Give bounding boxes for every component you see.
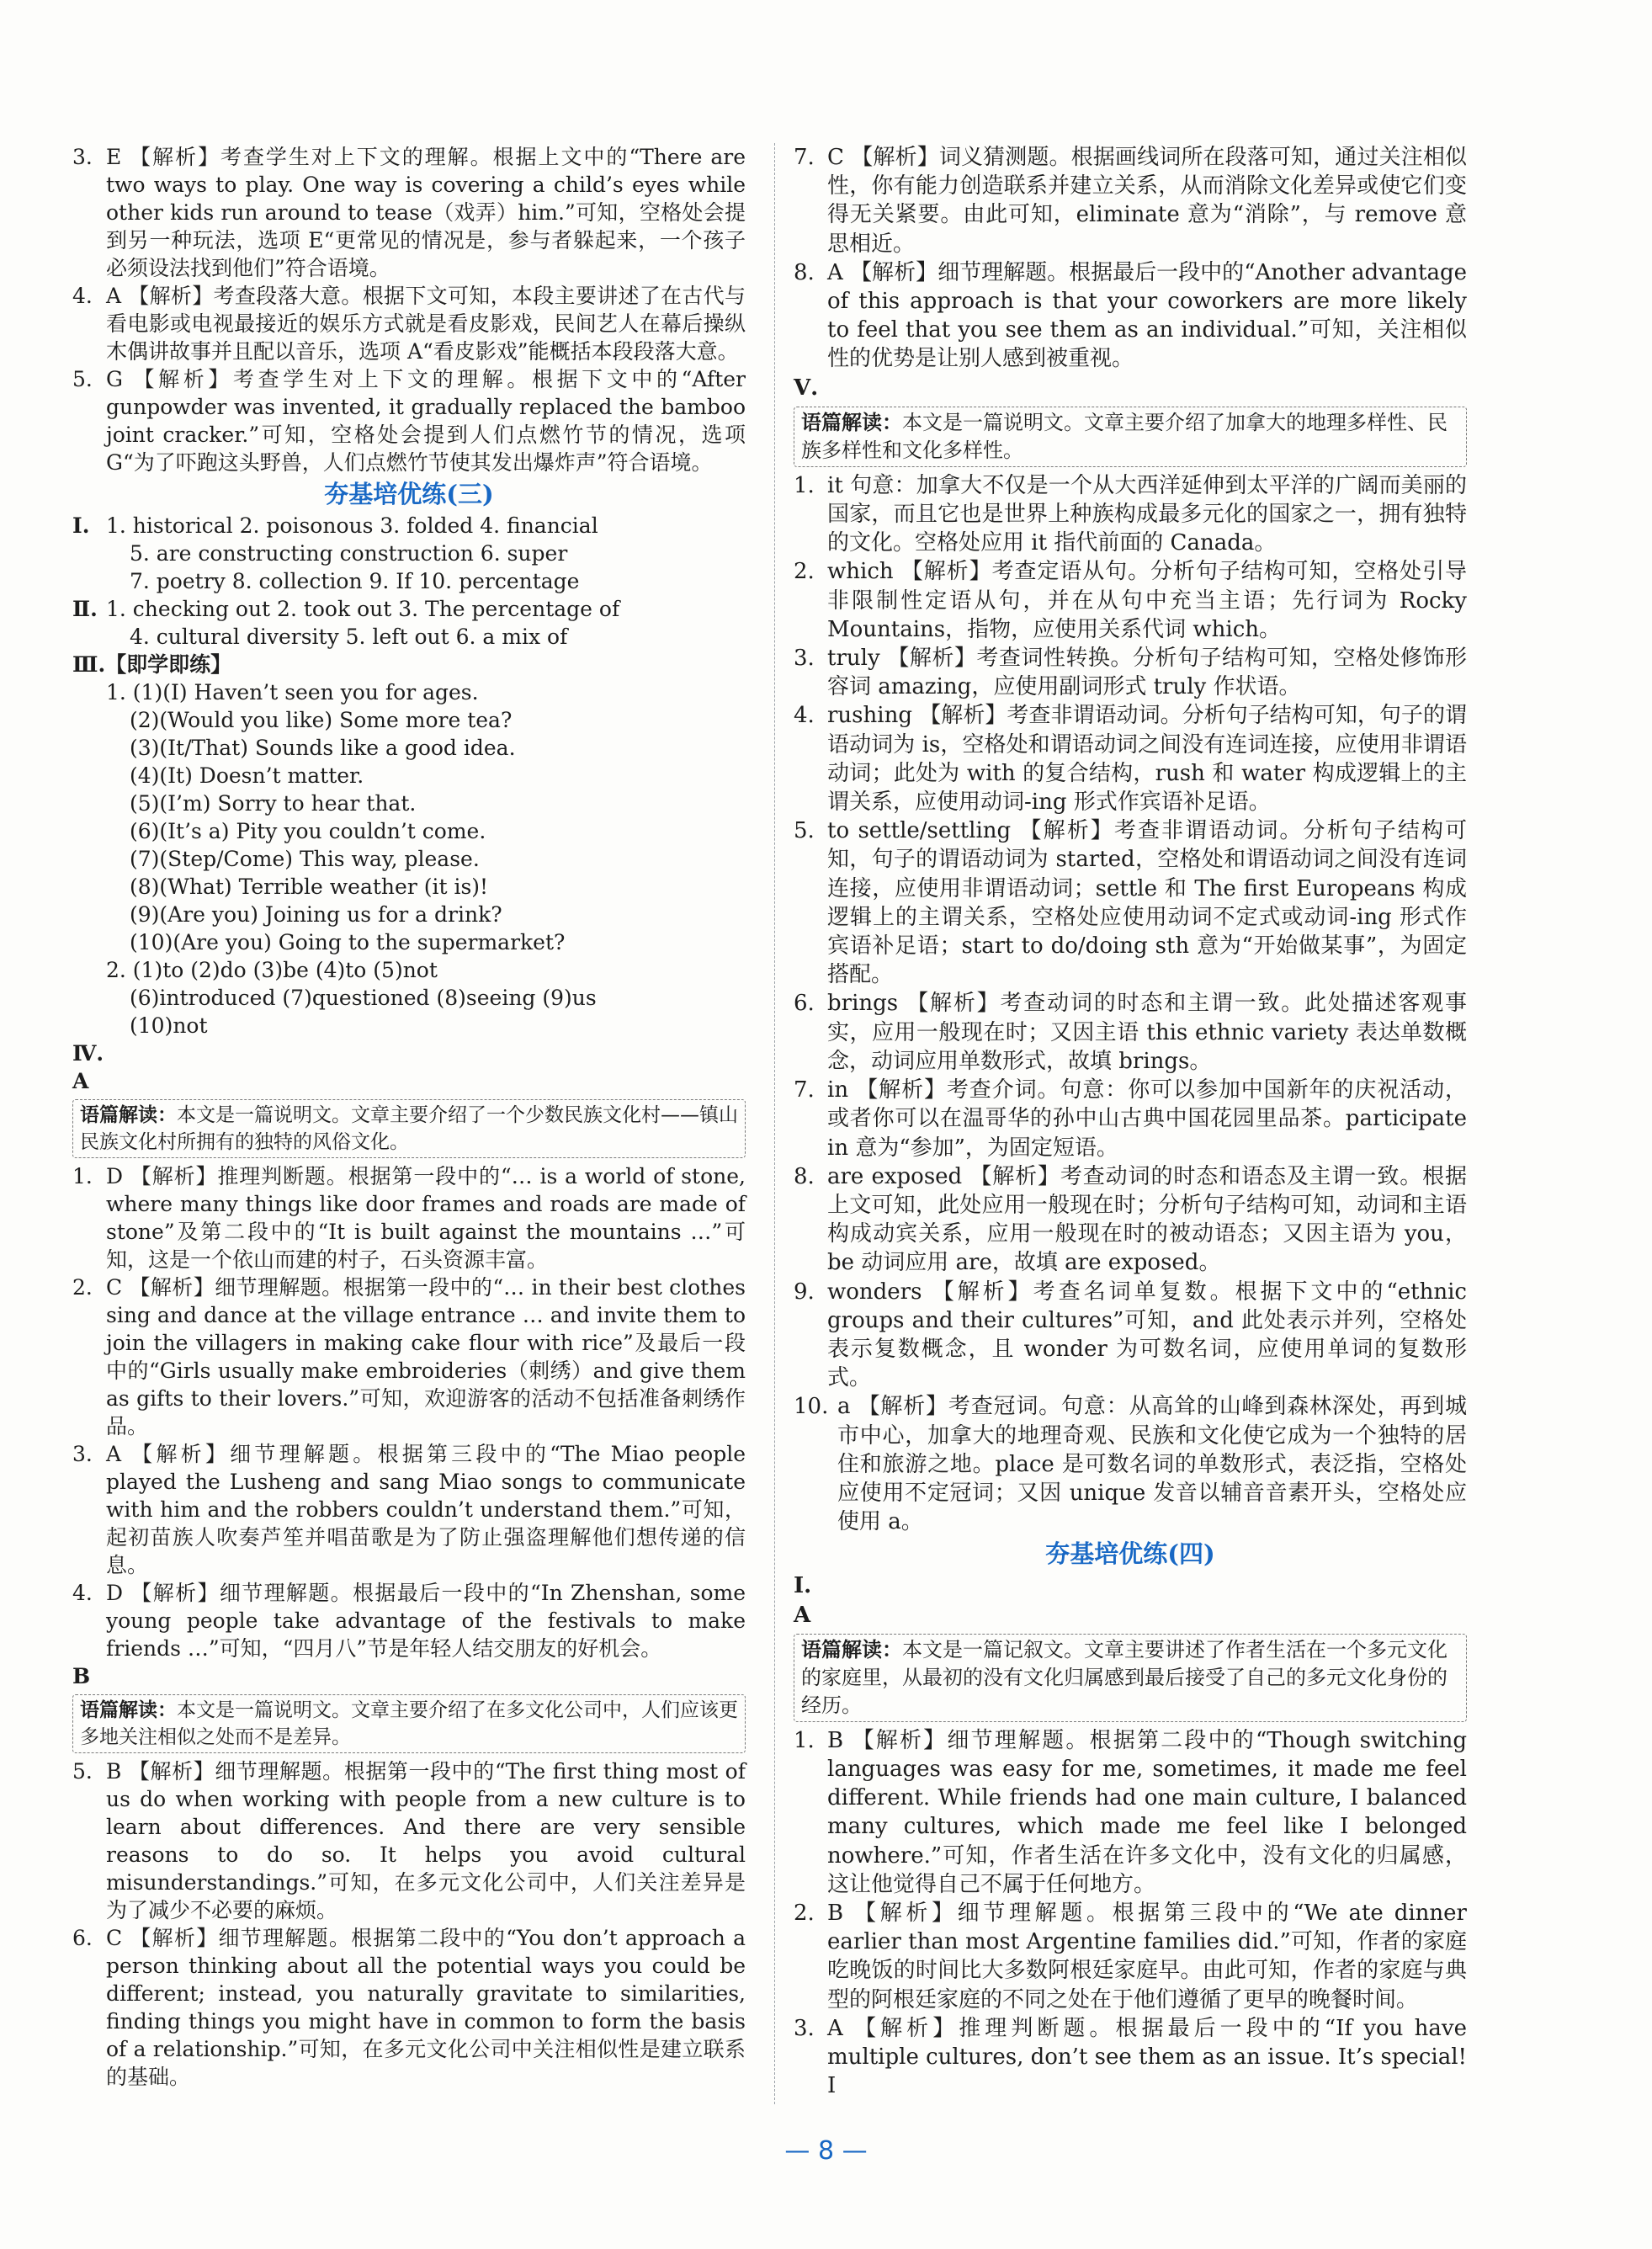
answer-item: [794, 2014, 1467, 2101]
answer-item: [794, 701, 1467, 816]
section-5-label: Ⅴ.: [794, 375, 819, 401]
item-number: 2.: [72, 1275, 93, 1300]
section-heading-3: 夯基培优练(三): [324, 480, 494, 508]
column-divider: [774, 143, 775, 2104]
answer-item: [72, 365, 746, 476]
passage-reading-box-a: [72, 1099, 746, 1158]
answer-item: [72, 1273, 746, 1440]
section-2-label: Ⅱ.: [72, 597, 98, 621]
answer-item: [794, 1899, 1467, 2014]
answer-line: (6)(It’s a) Pity you couldn’t come.: [130, 819, 486, 843]
box-text: 本文是一篇说明文。文章主要介绍了在多文化公司中，人们应该更多地关注相似之处而不是差异。: [80, 1699, 738, 1748]
item-number: 7.: [794, 1077, 815, 1103]
item-text: B 【解析】细节理解题。根据第二段中的“Though switching languages was easy for me, sometimes, it made me feel different. While friends had one main culture, I balanced many cultures, which made me feel like I belonged nowhere.”可知，作者生活在许多文化中，没有文化的归属感，这让他觉得自己不属于任何地方。: [827, 1727, 1467, 1897]
item-text: D 【解析】推理判断题。根据第一段中的“… is a world of stone, where many things like door frames and roads are made of stone”及第二段中的“It is built against the mountains …”可知，这是一个依山而建的村子，石头资源丰富。: [106, 1164, 746, 1272]
answer-line: (10)(Are you) Going to the supermarket?: [130, 930, 566, 954]
answer-item: [794, 1278, 1467, 1393]
item-text: B 【解析】细节理解题。根据第三段中的“We ate dinner earlier than most Argentine families did.”可知，作者的家庭吃晚饭的时间比大多数阿根廷家庭早。由此可知，作者的家庭与典型的阿根廷家庭的不同之处在于他们遵循了更早的晚餐时间。: [827, 1900, 1467, 2012]
item-number: 8.: [794, 1163, 815, 1189]
item-number: 6.: [72, 1926, 93, 1950]
answer-item: [72, 282, 746, 365]
item-number: 7.: [794, 145, 815, 170]
answer-item: [72, 1579, 746, 1662]
passage-reading-box-5: [794, 407, 1467, 467]
item-text: G 【解析】考查学生对上下文的理解。根据下文中的“After gunpowder was invented, it gradually replaced the bamboo joint cracker.”可知，空格处会提到人们点燃竹节的情况，选项 G“为了吓跑这头野兽，人们点燃竹节使其发出爆炸声”符合语境。: [106, 367, 746, 475]
item-number: 5.: [72, 1759, 93, 1784]
box-label: 语篇解读：: [801, 410, 902, 434]
item-number: 3.: [794, 2015, 815, 2041]
answer-item: [794, 644, 1467, 701]
item-number: 8.: [794, 259, 815, 285]
item-text: B 【解析】细节理解题。根据第一段中的“The first thing most of us do when working with people from a new culture is to learn about differences. And there are very sensible reasons to do so. It helps you avoid cultural misunderstandings.”可知，在多元文化公司中，人们关注差异是为了减少不必要的麻烦。: [106, 1759, 746, 1922]
item-number: 6.: [794, 991, 815, 1017]
passage-reading-box-b: [72, 1694, 746, 1753]
answer-line: (10)not: [130, 1013, 208, 1038]
section-4-label: Ⅳ.: [72, 1041, 104, 1066]
item-number: 5.: [72, 367, 93, 391]
item-text: A 【解析】细节理解题。根据最后一段中的“Another advantage of this approach is that your coworkers are more likely to feel that you see them as an individual.”可知，关注相似性的优势是让别人感到被重视。: [827, 259, 1467, 372]
item-text: in 【解析】考查介词。句意：你可以参加中国新年的庆祝活动，或者你可以在温哥华的孙中山古典中国花园里品茶。participate in 意为“参加”，为固定短语。: [827, 1077, 1467, 1161]
passage-reading-box-4: [794, 1634, 1467, 1722]
answer-line: 1. checking out 2. took out 3. The percentage of: [106, 597, 620, 621]
answer-item: [794, 143, 1467, 258]
answer-line: (6)introduced (7)questioned (8)seeing (9)us: [130, 986, 597, 1010]
item-text: to settle/settling 【解析】考查非谓语动词。分析句子结构可知，句子的谓语动词为 started，空格处和谓语动词之间没有连词连接，应使用非谓语动词；settle 和 The first Europeans 构成逻辑上的主谓关系，空格处应使用动词不定式或动词-ing 形式作宾语补足语；start to do/doing sth 意为“开始做某事”，为固定搭配。: [827, 818, 1467, 988]
answer-line: 7. poetry 8. collection 9. If 10. percentage: [130, 569, 580, 593]
item-number: 3.: [794, 646, 815, 672]
section-2: [72, 595, 746, 651]
box-label: 语篇解读：: [801, 1637, 902, 1661]
item-text: C 【解析】细节理解题。根据第一段中的“… in their best clothes sing and dance at the village entrance … and invite them to join the villagers in making cake flour with rice”及最后一段中的“Girls usually make embroideries（刺绣）and give them as gifts to their lovers.”可知，欢迎游客的活动不包括准备刺绣作品。: [106, 1275, 746, 1438]
page-number: — 8 —: [784, 2136, 868, 2166]
answer-item: [794, 1392, 1467, 1536]
section-3-q1: [72, 678, 746, 1039]
item-number: 5.: [794, 818, 815, 844]
answer-line: (7)(Step/Come) This way, please.: [130, 847, 480, 871]
answer-line: (3)(It/That) Sounds like a good idea.: [130, 736, 516, 760]
answer-line: (4)(It) Doesn’t matter.: [130, 763, 364, 788]
item-text: are exposed 【解析】考查动词的时态和语态及主谓一致。根据上文可知，此处应用一般现在时；分析句子结构可知，动词和主语构成动宾关系，应用一般现在时的被动语态；又因主语为 you，be 动词应用 are，故填 are exposed。: [827, 1163, 1467, 1276]
item-text: truly 【解析】考查词性转换。分析句子结构可知，空格处修饰形容词 amazing，应使用副词形式 truly 作状语。: [827, 646, 1467, 700]
answer-item: [794, 989, 1467, 1076]
item-text: E 【解析】考查学生对上下文的理解。根据上文中的“There are two ways to play. One way is covering a child’s eyes while other kids run around to tease（戏弄）him.”可知，空格处会提到另一种玩法，选项 E“更常见的情况是，参与者躲起来，一个孩子必须设法找到他们”符合语境。: [106, 145, 746, 280]
item-number: 4.: [794, 703, 815, 729]
item-number: 2.: [794, 1900, 815, 1926]
box-text: 本文是一篇记叙文。文章主要讲述了作者生活在一个多元文化的家庭里，从最初的没有文化归属感到最后接受了自己的多元文化身份的经历。: [801, 1637, 1447, 1717]
answer-item: [794, 1726, 1467, 1899]
left-column: [72, 143, 746, 2091]
answer-item: [72, 1162, 746, 1273]
answer-item: [794, 557, 1467, 644]
item-number: 9.: [794, 1279, 815, 1305]
answer-item: [72, 1440, 746, 1579]
answer-line: (8)(What) Terrible weather (it is)!: [130, 875, 489, 899]
item-text: A 【解析】考查段落大意。根据下文可知，本段主要讲述了在古代与看电影或电视最接近的娱乐方式就是看皮影戏，民间艺人在幕后操纵木偶讲故事并且配以音乐，选项 A“看皮影戏”能概括本段段落大意。: [106, 284, 746, 364]
answer-item: [72, 1757, 746, 1924]
answer-line: (9)(Are you) Joining us for a drink?: [130, 902, 502, 927]
item-number: 2.: [794, 559, 815, 585]
item-text: A 【解析】推理判断题。根据最后一段中的“If you have multiple cultures, don’t see them as an issue. It’s special! I: [827, 2015, 1467, 2099]
item-text: rushing 【解析】考查非谓语动词。分析句子结构可知，句子的谓语动词为 is，空格处和谓语动词之间没有连词连接，应使用非谓语动词；此处为 with 的复合结构，rush 和 water 构成逻辑上的主谓关系，应使用动词-ing 形式作宾语补足语。: [827, 703, 1467, 816]
item-text: C 【解析】细节理解题。根据第二段中的“You don’t approach a person thinking about all the potential ways you could be different; instead, you naturally gravitate to similarities, finding things you might have in common to form the basis of a relationship.”可知，在多元文化公司中关注相似性是建立联系的基础。: [106, 1926, 746, 2089]
item-number: 10.: [794, 1394, 829, 1420]
item-text: A 【解析】细节理解题。根据第三段中的“The Miao people played the Lusheng and sang Miao songs to communicate with him and the robbers couldn’t understand them.”可知，起初苗族人吹奏芦笙并唱苗歌是为了防止强盗理解他们想传递的信息。: [106, 1442, 746, 1577]
answer-item: [794, 1162, 1467, 1278]
item-number: 3.: [72, 1442, 93, 1466]
box-text: 本文是一篇说明文。文章主要介绍了加拿大的地理多样性、民族多样性和文化多样性。: [801, 410, 1447, 462]
item-number: 4.: [72, 284, 93, 308]
item-text: which 【解析】考查定语从句。分析句子结构可知，空格处引导非限制性定语从句，并在从句中充当主语；先行词为 Rocky Mountains，指物，应使用关系代词 which。: [827, 559, 1467, 642]
item-number: 4.: [72, 1581, 93, 1605]
answer-line: 1. historical 2. poisonous 3. folded 4. financial: [106, 513, 598, 538]
answer-line: 4. cultural diversity 5. left out 6. a mix of: [130, 625, 568, 649]
part-a-label: A: [72, 1069, 89, 1093]
item-text: a 【解析】考查冠词。句意：从高耸的山峰到森林深处，再到城市中心，加拿大的地理奇观、民族和文化使它成为一个独特的居住和旅游之地。place 是可数名词的单数形式，表泛指，空格处应使用不定冠词；又因 unique 发音以辅音音素开头，空格处应使用 a。: [837, 1394, 1467, 1535]
answer-line: 2. (1)to (2)do (3)be (4)to (5)not: [106, 958, 438, 982]
item-text: D 【解析】细节理解题。根据最后一段中的“In Zhenshan, some young people take advantage of the festivals to make friends …”可知，“四月八”节是年轻人结交朋友的好机会。: [106, 1581, 746, 1661]
answer-line: 5. are constructing construction 6. super: [130, 541, 568, 566]
section-1-label: Ⅰ.: [72, 513, 90, 538]
answer-line: (2)(Would you like) Some more tea?: [130, 708, 513, 732]
answer-item: [72, 1924, 746, 2091]
answer-line: 1. (1)(I) Haven’t seen you for ages.: [106, 680, 479, 704]
answer-item: [72, 143, 746, 282]
section-3-label: Ⅲ.【即学即练】: [72, 652, 232, 677]
section-heading-4: 夯基培优练(四): [1045, 1539, 1215, 1569]
answer-item: [794, 471, 1467, 558]
part-b-label: B: [72, 1664, 91, 1688]
item-text: wonders 【解析】考查名词单复数。根据下文中的“ethnic groups and their cultures”可知，and 此处表示并列，空格处表示复数概念，且 wonder 为可数名词，应使用单词的复数形式。: [827, 1279, 1467, 1391]
answer-line: (5)(I’m) Sorry to hear that.: [130, 791, 417, 816]
section-4-1-label: Ⅰ.: [794, 1573, 812, 1599]
item-number: 1.: [794, 472, 815, 498]
item-text: brings 【解析】考查动词的时态和主谓一致。此处描述客观事实，应用一般现在时；又因主语 this ethnic variety 表达单数概念，动词应用单数形式，故填 brings。: [827, 991, 1467, 1074]
item-text: it 句意：加拿大不仅是一个从大西洋延伸到太平洋的广阔而美丽的国家，而且它也是世界上种族构成最多元化的国家之一，拥有独特的文化。空格处应用 it 指代前面的 Canada。: [827, 472, 1467, 556]
right-column: [794, 143, 1467, 2100]
box-label: 语篇解读：: [80, 1104, 177, 1126]
answer-item: [794, 1076, 1467, 1162]
box-text: 本文是一篇说明文。文章主要介绍了一个少数民族文化村——镇山民族文化村所拥有的独特的风俗文化。: [80, 1104, 738, 1153]
item-number: 3.: [72, 145, 93, 169]
item-text: C 【解析】词义猜测题。根据画线词所在段落可知，通过关注相似性，你有能力创造联系并建立关系，从而消除文化差异或使它们变得无关紧要。由此可知，eliminate 意为“消除”，与 remove 意思相近。: [827, 145, 1467, 257]
item-number: 1.: [794, 1727, 815, 1753]
item-number: 1.: [72, 1164, 93, 1188]
answer-item: [794, 816, 1467, 989]
box-label: 语篇解读：: [80, 1699, 177, 1721]
answer-item: [794, 258, 1467, 374]
part-a-label: A: [794, 1602, 811, 1628]
section-1: [72, 512, 746, 595]
